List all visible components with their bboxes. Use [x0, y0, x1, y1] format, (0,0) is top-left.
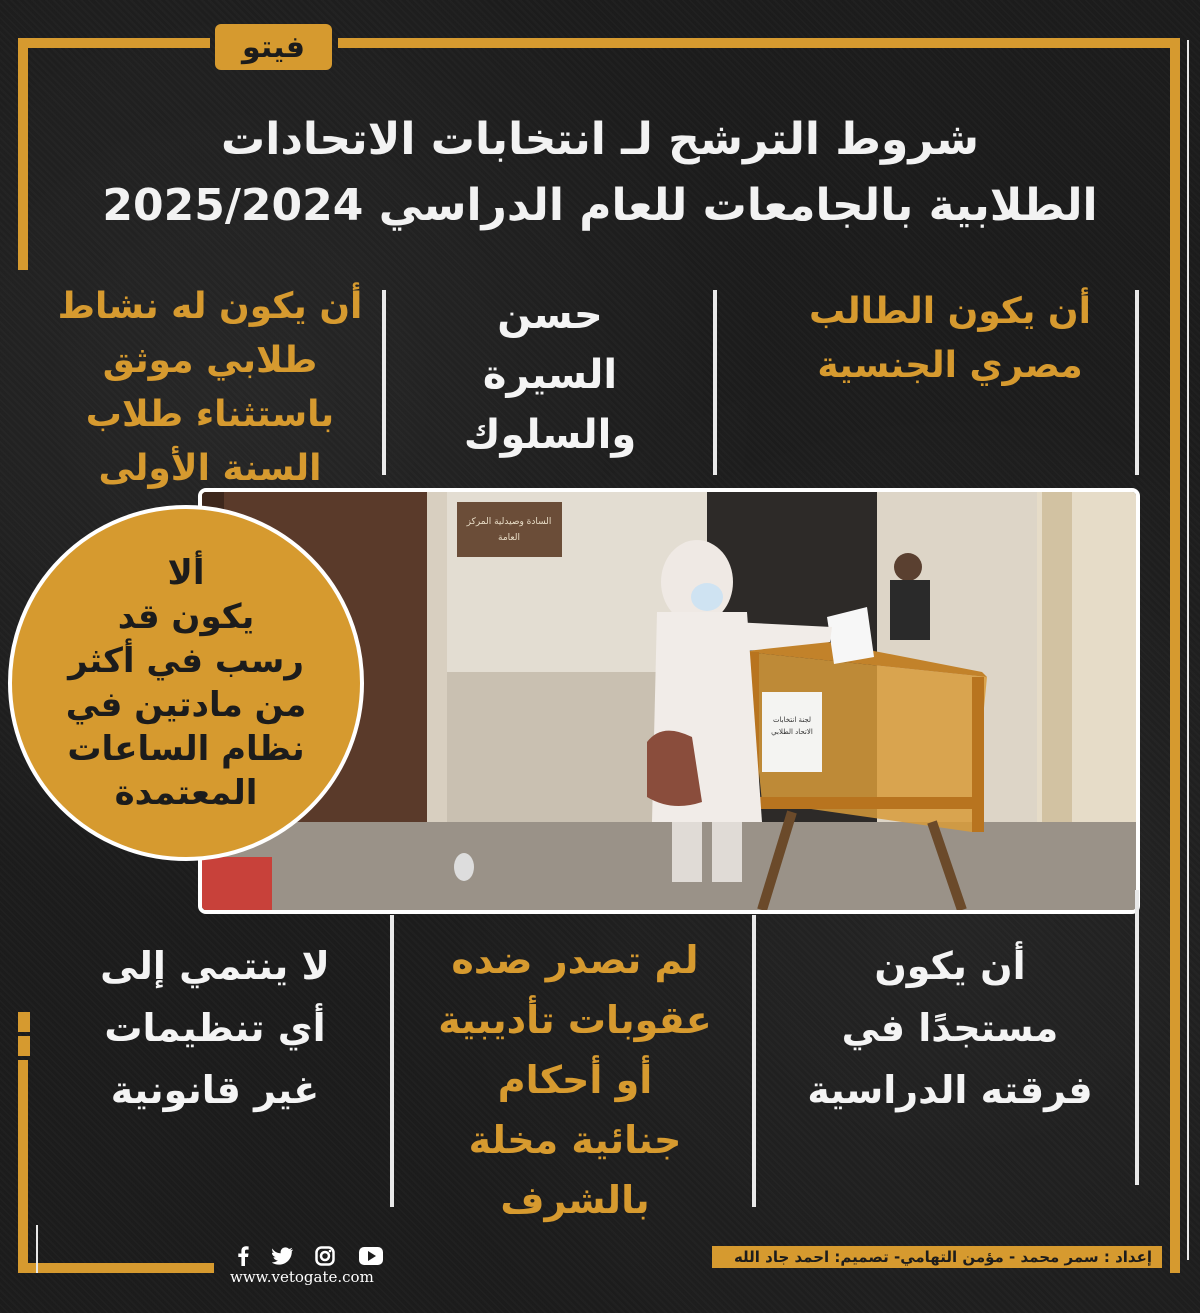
condition-line: حسن	[497, 292, 603, 338]
column-divider	[752, 915, 756, 1207]
condition-enrolled	[770, 935, 1130, 1121]
box-sign-text: الاتحاد الطلابي	[771, 728, 813, 736]
condition-student-activity	[40, 280, 380, 496]
condition-line: نظام الساعات	[67, 729, 305, 769]
frame-dash	[18, 1012, 30, 1032]
person-background	[894, 553, 922, 581]
condition-academic-record	[8, 505, 364, 861]
condition-line: لم تصدر ضده	[451, 938, 699, 982]
condition-nationality	[760, 285, 1140, 393]
condition-line: أن يكون الطالب	[809, 291, 1091, 332]
frame-dash	[18, 1036, 30, 1056]
cat	[454, 853, 474, 881]
page-title-line-2: الطلابية بالجامعات للعام الدراسي 2025/2024	[102, 180, 1098, 231]
website-url[interactable]: www.vetogate.com	[230, 1268, 374, 1286]
condition-line: من مادتين في	[65, 685, 307, 725]
condition-line: السنة الأولى	[98, 448, 322, 489]
condition-line: جنائية مخلة	[468, 1118, 682, 1162]
frame-left-bottom-v	[18, 1060, 28, 1273]
condition-line: أن يكون له نشاط	[57, 286, 363, 327]
column-divider	[382, 290, 386, 475]
twitter-icon[interactable]	[270, 1245, 296, 1267]
page-title-line-1: شروط الترشح لـ انتخابات الاتحادات	[221, 114, 979, 165]
instagram-icon[interactable]	[312, 1245, 338, 1267]
frame-inner-line	[36, 1225, 38, 1273]
frame-top-left-h	[18, 38, 210, 48]
column-divider	[1135, 890, 1139, 1185]
condition-line: مصري الجنسية	[817, 345, 1083, 386]
condition-line: رسب في أكثر	[68, 641, 304, 681]
condition-line: أن يكون	[874, 944, 1026, 988]
condition-line: المعتمدة	[114, 773, 258, 813]
plaque-text: العامة	[498, 533, 520, 543]
condition-line: ألا	[167, 553, 205, 593]
condition-line: فرقته الدراسية	[807, 1068, 1093, 1112]
condition-no-illegal-groups	[45, 935, 385, 1121]
wall-plaque	[457, 502, 562, 557]
column-divider	[713, 290, 717, 475]
condition-line: طلابي موثق	[102, 340, 318, 381]
condition-line: أي تنظيمات	[104, 1006, 326, 1050]
condition-line: بالشرف	[500, 1178, 650, 1222]
condition-line: والسلوك	[463, 412, 637, 458]
frame-right-top-h	[338, 38, 1180, 48]
frame-right-v	[1170, 38, 1180, 1273]
condition-good-conduct	[390, 285, 710, 465]
credits-bar: إعداد : سمر محمد - مؤمن التهامي- تصميم: احمد جاد الله	[712, 1246, 1162, 1268]
frame-bottom-left-h	[18, 1263, 214, 1273]
logo-text: فيتو	[242, 29, 305, 65]
frame-left-top-v	[18, 38, 28, 270]
condition-no-penalties	[400, 930, 750, 1230]
youtube-icon[interactable]	[358, 1245, 384, 1267]
condition-line: لا ينتمي إلى	[100, 944, 330, 988]
plaque-text: السادة وصيدلية المركز	[466, 517, 552, 527]
condition-line: غير قانونية	[110, 1068, 320, 1112]
condition-line: أو أحكام	[497, 1058, 653, 1102]
column-divider	[1135, 290, 1139, 475]
frame-inner-line	[1187, 40, 1189, 1260]
box-sign-text: لجنة انتخابات	[772, 716, 812, 724]
condition-line: باستثناء طلاب	[85, 394, 335, 435]
logo	[215, 24, 332, 70]
condition-line: مستجدًا في	[841, 1006, 1059, 1050]
ballot-paper	[827, 607, 874, 664]
facebook-icon[interactable]	[230, 1245, 256, 1267]
column-divider	[390, 915, 394, 1207]
condition-line: عقوبات تأديبية	[438, 998, 712, 1042]
condition-line: السيرة	[482, 352, 618, 398]
condition-line: يكون قد	[117, 597, 255, 637]
